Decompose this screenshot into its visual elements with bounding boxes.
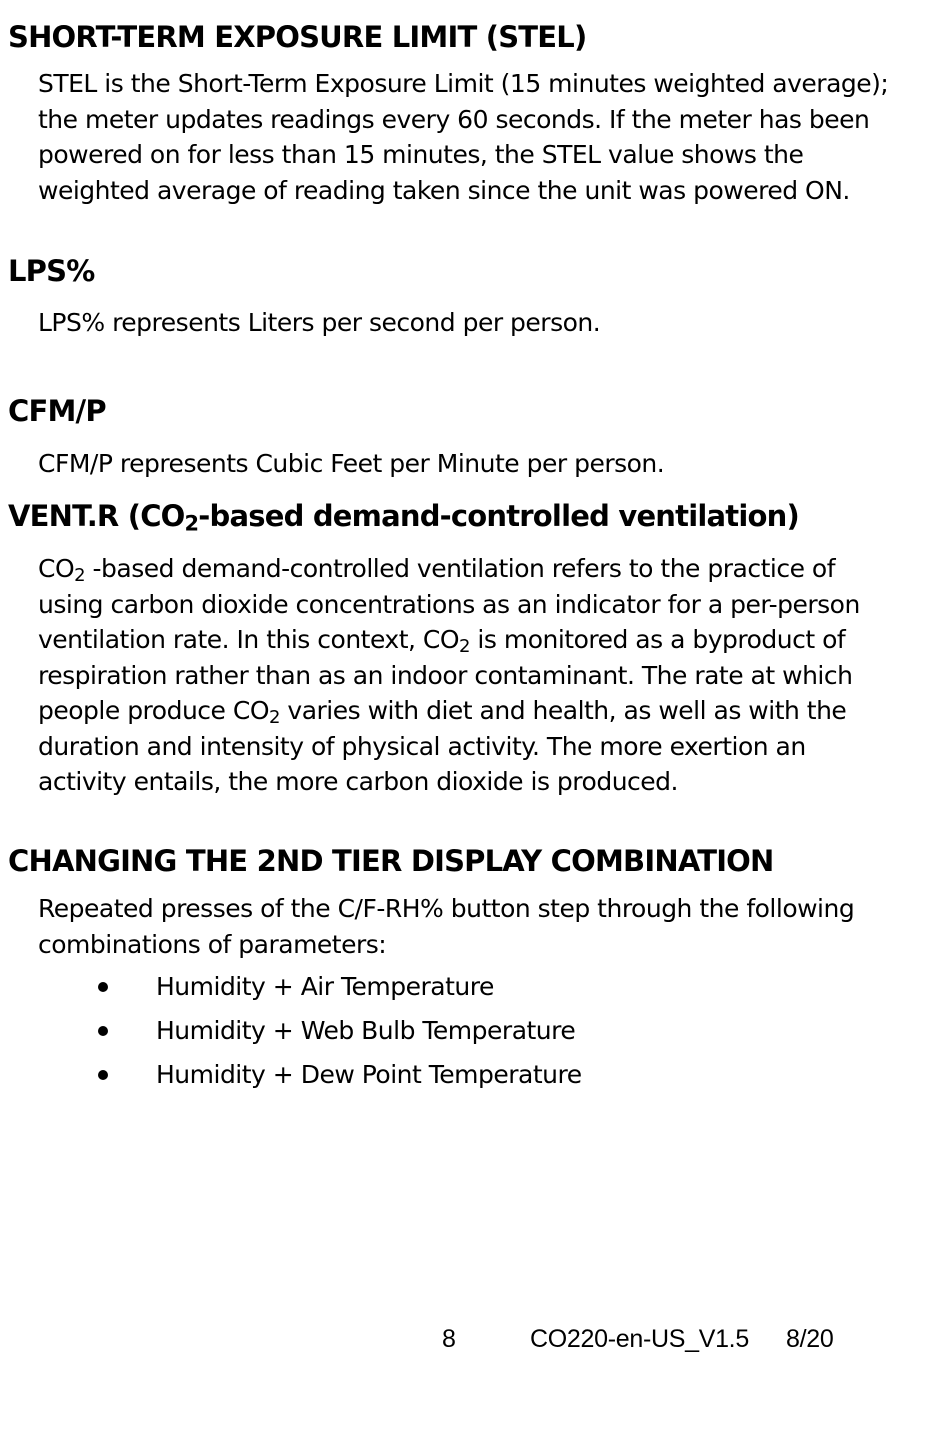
lps-line: LPS% represents Liters per second per person. <box>38 308 601 337</box>
vent-line-1-post: -based demand-controlled ventilation refers to the practice of <box>85 554 835 583</box>
bullet-icon <box>98 1026 108 1036</box>
document-id: CO220-en-US_V1.5 <box>530 1325 749 1353</box>
vent-line-5-pre: people produce CO <box>38 696 270 725</box>
vent-heading <box>8 498 799 534</box>
cfm-line: CFM/P represents Cubic Feet per Minute per person. <box>38 449 665 478</box>
vent-line-3-post: is monitored as a byproduct of <box>469 625 846 654</box>
display-line-1: Repeated presses of the C/F-RH% button step through the following <box>38 894 855 923</box>
lps-paragraph <box>38 305 600 341</box>
lps-heading: LPS% <box>8 254 95 288</box>
vent-line-1 <box>38 551 860 587</box>
display-heading: CHANGING THE 2ND TIER DISPLAY COMBINATION <box>8 844 774 878</box>
vent-line-1-sub: 2 <box>74 564 86 586</box>
vent-line-7: activity entails, the more carbon dioxide is produced. <box>38 767 678 796</box>
vent-line-4: respiration rather than as an indoor contaminant. The rate at which <box>38 660 853 690</box>
document-date: 8/20 <box>786 1325 834 1353</box>
list-item-text: Humidity + Air Temperature <box>156 972 494 1001</box>
list-item-text: Humidity + Web Bulb Temperature <box>156 1016 576 1045</box>
display-paragraph <box>38 891 854 962</box>
stel-line-1: STEL is the Short-Term Exposure Limit (15 minutes weighted average); <box>38 69 889 98</box>
vent-line-5 <box>38 693 860 729</box>
vent-heading-post: -based demand-controlled ventilation) <box>198 499 799 533</box>
display-line-2: combinations of parameters: <box>38 929 387 959</box>
vent-line-3-pre: ventilation rate. In this context, CO <box>38 625 460 654</box>
stel-paragraph <box>38 66 888 208</box>
vent-line-2: using carbon dioxide concentrations as an indicator for a per-person <box>38 589 860 619</box>
stel-heading: SHORT-TERM EXPOSURE LIMIT (STEL) <box>8 20 587 54</box>
stel-line-4: weighted average of reading taken since the unit was powered ON. <box>38 175 850 205</box>
vent-line-5-sub: 2 <box>269 706 280 728</box>
cfm-paragraph <box>38 446 664 482</box>
bullet-icon <box>98 982 108 992</box>
vent-line-6: duration and intensity of physical activity. The more exertion an <box>38 731 806 761</box>
vent-line-1-pre: CO <box>38 554 75 583</box>
vent-heading-sub: 2 <box>184 511 199 536</box>
page-number: 8 <box>442 1325 456 1353</box>
vent-line-3-sub: 2 <box>459 635 470 657</box>
stel-line-2: the meter updates readings every 60 seconds. If the meter has been <box>38 104 870 134</box>
vent-line-5-post: varies with diet and health, as well as with the <box>279 696 847 725</box>
list-item-text: Humidity + Dew Point Temperature <box>156 1060 582 1089</box>
bullet-icon <box>98 1070 108 1080</box>
vent-heading-pre: VENT.R (CO <box>8 499 185 533</box>
vent-line-3 <box>38 622 860 658</box>
cfm-heading: CFM/P <box>8 394 106 428</box>
vent-paragraph <box>38 551 860 800</box>
stel-line-3: powered on for less than 15 minutes, the STEL value shows the <box>38 140 804 169</box>
